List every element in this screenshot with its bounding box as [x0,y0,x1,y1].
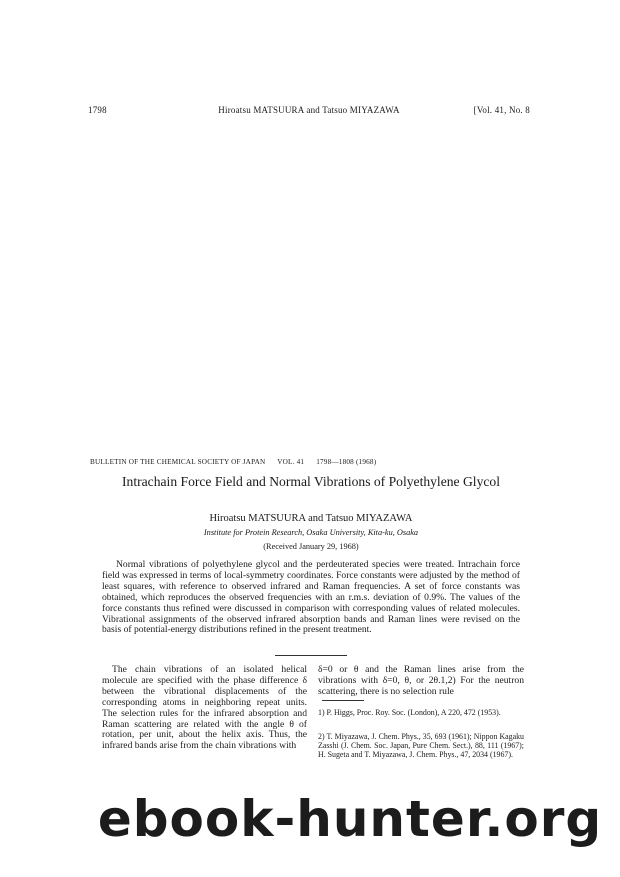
header-volume: [Vol. 41, No. 8 [473,105,530,115]
body-column-1: The chain vibrations of an isolated helical molecule are specified with the phase difference δ between the vibrational displacements of the corresponding atoms in neighboring repeat units. The selection rules for the infrared absorption and Raman scattering are related with the angle θ of rotation, per unit, about the helix axis. Thus, the infrared bands arise from the chain vibrations with [102,664,307,752]
journal-name: BULLETIN OF THE CHEMICAL SOCIETY OF JAPAN [90,458,266,466]
footnote-2: 2) T. Miyazawa, J. Chem. Phys., 35, 693 (1961); Nippon Kagaku Zasshi (J. Chem. Soc. Japan, Pure Chem. Sect.), 88, 111 (1967); H. Sugeta and T. Miyazawa, J. Chem. Phys., 47, 2034 (1967). [318,732,524,760]
journal-pages: 1798—1808 (1968) [316,458,377,466]
paper-authors: Hiroatsu MATSUURA and Tatsuo MIYAZAWA [209,513,413,524]
journal-volume: VOL. 41 [277,458,305,466]
body-column-2: δ=0 or θ and the Raman lines arise from the vibrations with δ=0, θ, or 2θ.1,2) For the neutron scattering, there is no selection rule [318,664,524,697]
header-authors: Hiroatsu MATSUURA and Tatsuo MIYAZAWA [218,105,400,115]
journal-line [90,458,530,466]
footnote-1: 1) P. Higgs, Proc. Roy. Soc. (London), A 220, 472 (1953). [318,708,501,717]
received-date: (Received January 29, 1968) [263,542,359,551]
footnote-rule [322,700,364,701]
page-number: 1798 [88,105,107,115]
institution: Institute for Protein Research, Osaka University, Kita-ku, Osaka [203,528,419,537]
paper-title: Intrachain Force Field and Normal Vibrations of Polyethylene Glycol [122,474,500,489]
abstract: Normal vibrations of polyethylene glycol and the perdeuterated species were treated. Intrachain force field was expressed in terms of local-symmetry coordinates. Force constants were adjusted by the method of least squares, with reference to observed infrared and Raman frequencies. A set of force constants was obtained, which reproduces the observed frequencies with an r.m.s. deviation of 0.9%. The values of the force constants thus refined were discussed in comparison with corresponding values of related molecules. Vibrational assignments of the observed infrared absorption bands and Raman lines were revised on the basis of potential-energy distributions refined in the present treatment. [102,559,520,636]
watermark: ebook-hunter.org [97,790,603,848]
section-divider [275,655,347,656]
